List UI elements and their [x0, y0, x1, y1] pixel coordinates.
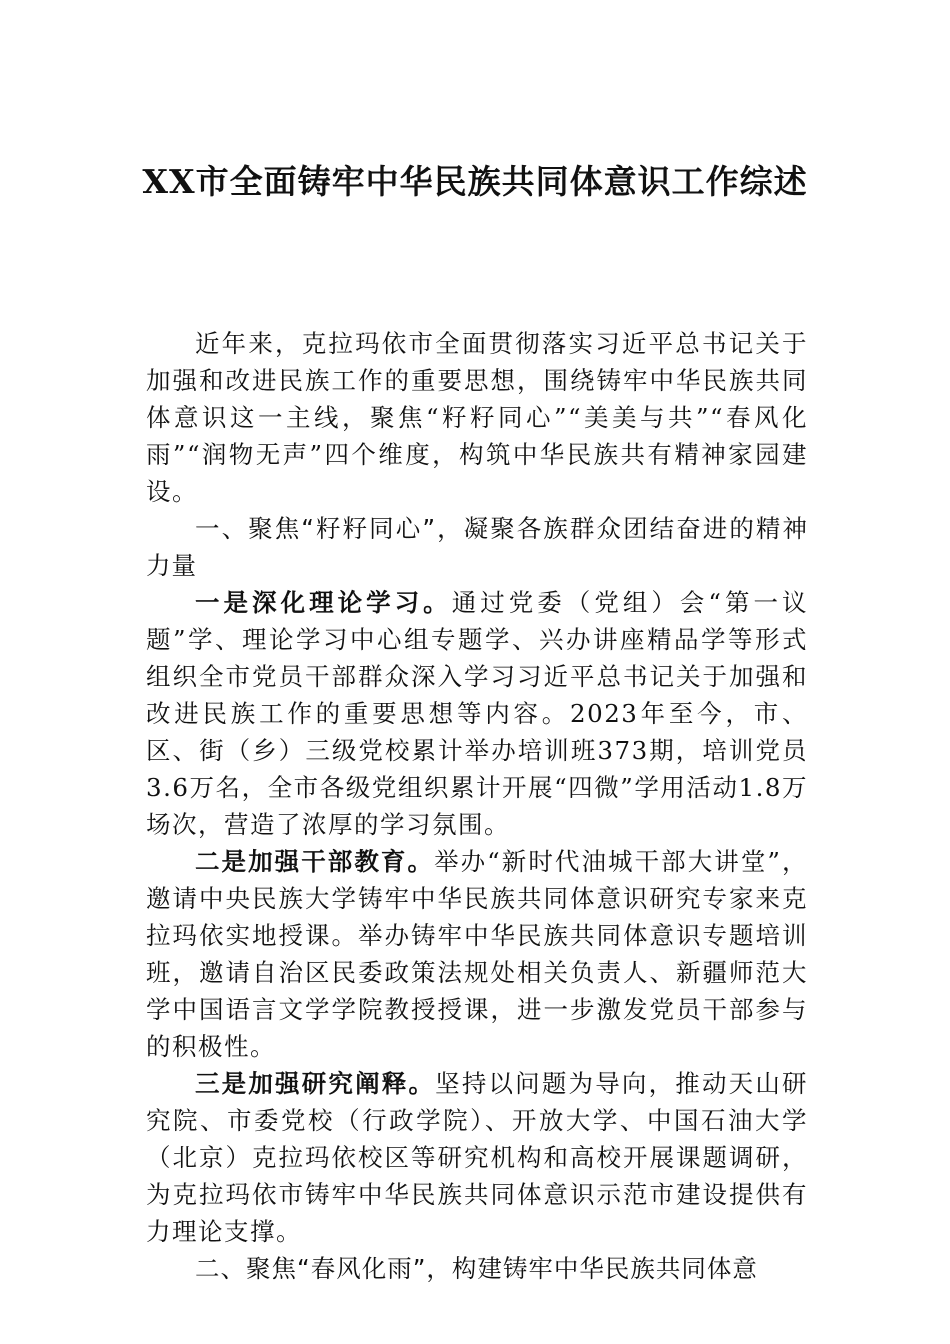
paragraph-research: [146, 1065, 808, 1250]
section-heading-1: 一、聚焦“籽籽同心”，凝聚各族群众团结奋进的精神力量: [146, 514, 808, 580]
paragraph-cadre-education: [146, 843, 808, 1065]
paragraph-text: 坚持以问题为导向，推动天山研究院、市委党校（行政学院）、开放大学、中国石油大学（北京）克拉玛依校区等研究机构和高校开展课题调研，为克拉玛依市铸牢中华民族共同体意识示范市建设提供有力理论支撑。: [146, 1069, 809, 1246]
paragraph-text: 通过党委（党组）会“第一议题”学、理论学习中心组专题学、兴办讲座精品学等形式组织全市党员干部群众深入学习习近平总书记关于加强和改进民族工作的重要思想等内容。2023年至今，市、区、街（乡）三级党校累计举办培训班373期，培训党员3.6万名，全市各级党组织累计开展“四微”学用活动1.8万场次，营造了浓厚的学习氛围。: [146, 588, 808, 839]
paragraph-text: 举办“新时代油城干部大讲堂”，邀请中央民族大学铸牢中华民族共同体意识研究专家来克拉玛依实地授课。举办铸牢中华民族共同体意识专题培训班，邀请自治区民委政策法规处相关负责人、新疆师范大学中国语言文学学院教授授课，进一步激发党员干部参与的积极性。: [146, 847, 808, 1061]
section-heading-2: 二、聚焦“春风化雨”，构建铸牢中华民族共同体意: [195, 1254, 758, 1283]
paragraph-lead: 二是加强干部教育。: [195, 847, 435, 876]
document-title: XX市全面铸牢中华民族共同体意识工作综述: [142, 162, 808, 201]
document-body: [146, 325, 808, 1287]
paragraph-theory-study: [146, 584, 808, 843]
paragraph-lead: 三是加强研究阐释。: [195, 1069, 436, 1098]
paragraph-lead: 一是深化理论学习。: [195, 588, 452, 617]
intro-paragraph: 近年来，克拉玛依市全面贯彻落实习近平总书记关于加强和改进民族工作的重要思想，围绕铸牢中华民族共同体意识这一主线，聚焦“籽籽同心”“美美与共”“春风化雨”“润物无声”四个维度，构筑中华民族共有精神家园建设。: [146, 329, 808, 506]
